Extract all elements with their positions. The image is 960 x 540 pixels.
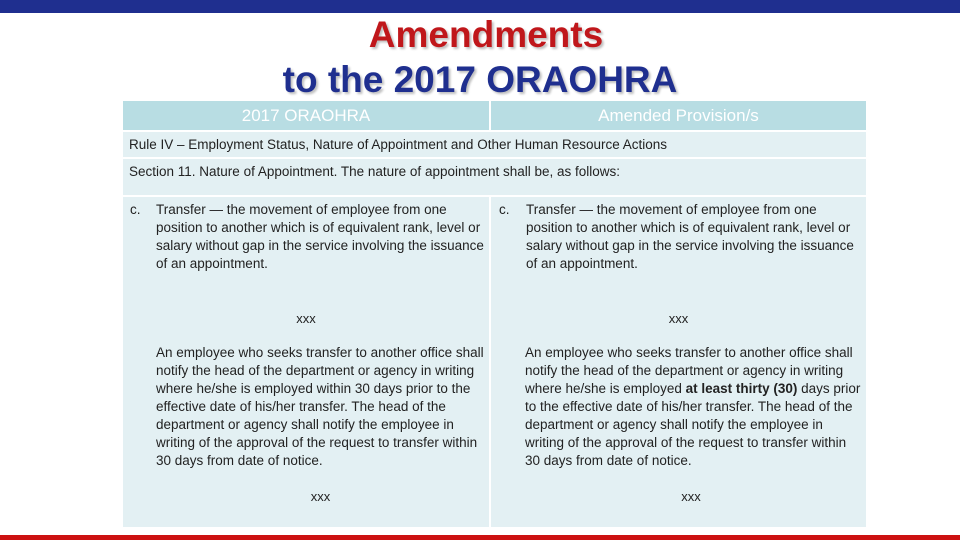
column-header-original: 2017 ORAOHRA <box>123 101 489 130</box>
column-header-amended: Amended Provision/s <box>491 101 866 130</box>
transfer-paragraph: An employee who seeks transfer to another office shall notify the head of the department or agency in writing where he/she is employed within 30 days prior to the effective date of his/her transfer. The head of the department or agency shall notify the employee in writing of the approval of the request to transfer within 30 days from date of notice. <box>156 345 484 468</box>
section-row: Section 11. Nature of Appointment. The nature of appointment shall be, as follows: <box>123 159 866 195</box>
top-accent-bar <box>0 0 960 13</box>
omission-marker: xxx <box>310 489 331 504</box>
item-text: Transfer — the movement of employee from one position to another which is of equivalent rank, level or salary without gap in the service involving the issuance of an appointment. <box>156 202 484 271</box>
amended-provision-cell <box>491 197 866 527</box>
item-text: Transfer — the movement of employee from one position to another which is of equivalent rank, level or salary without gap in the service involving the issuance of an appointment. <box>526 202 854 271</box>
omission-marker: xxx <box>668 311 689 326</box>
bottom-accent-bar <box>0 535 960 540</box>
rule-row: Rule IV – Employment Status, Nature of Appointment and Other Human Resource Actions <box>123 132 866 157</box>
page-title: Amendments <box>368 14 604 55</box>
original-provision-cell <box>123 197 489 527</box>
omission-marker: xxx <box>681 489 701 504</box>
omission-marker: xxx <box>296 311 316 326</box>
transfer-paragraph-amended <box>525 344 862 470</box>
paragraph-text: An employee who seeks transfer to another office shall notify the head of the department or agency in writing where he/she is employed <box>525 345 853 396</box>
amended-emphasis: at least thirty (30) <box>685 381 798 396</box>
item-letter: c. <box>130 202 141 217</box>
page-subtitle: to the 2017 ORAOHRA <box>282 59 678 100</box>
paragraph-text: days prior to the effective date of his/her transfer. The head of the department or agency shall notify the employee in writing of the approval of the request to transfer within 30 days from date of notice. <box>525 381 861 468</box>
item-letter: c. <box>499 202 510 217</box>
